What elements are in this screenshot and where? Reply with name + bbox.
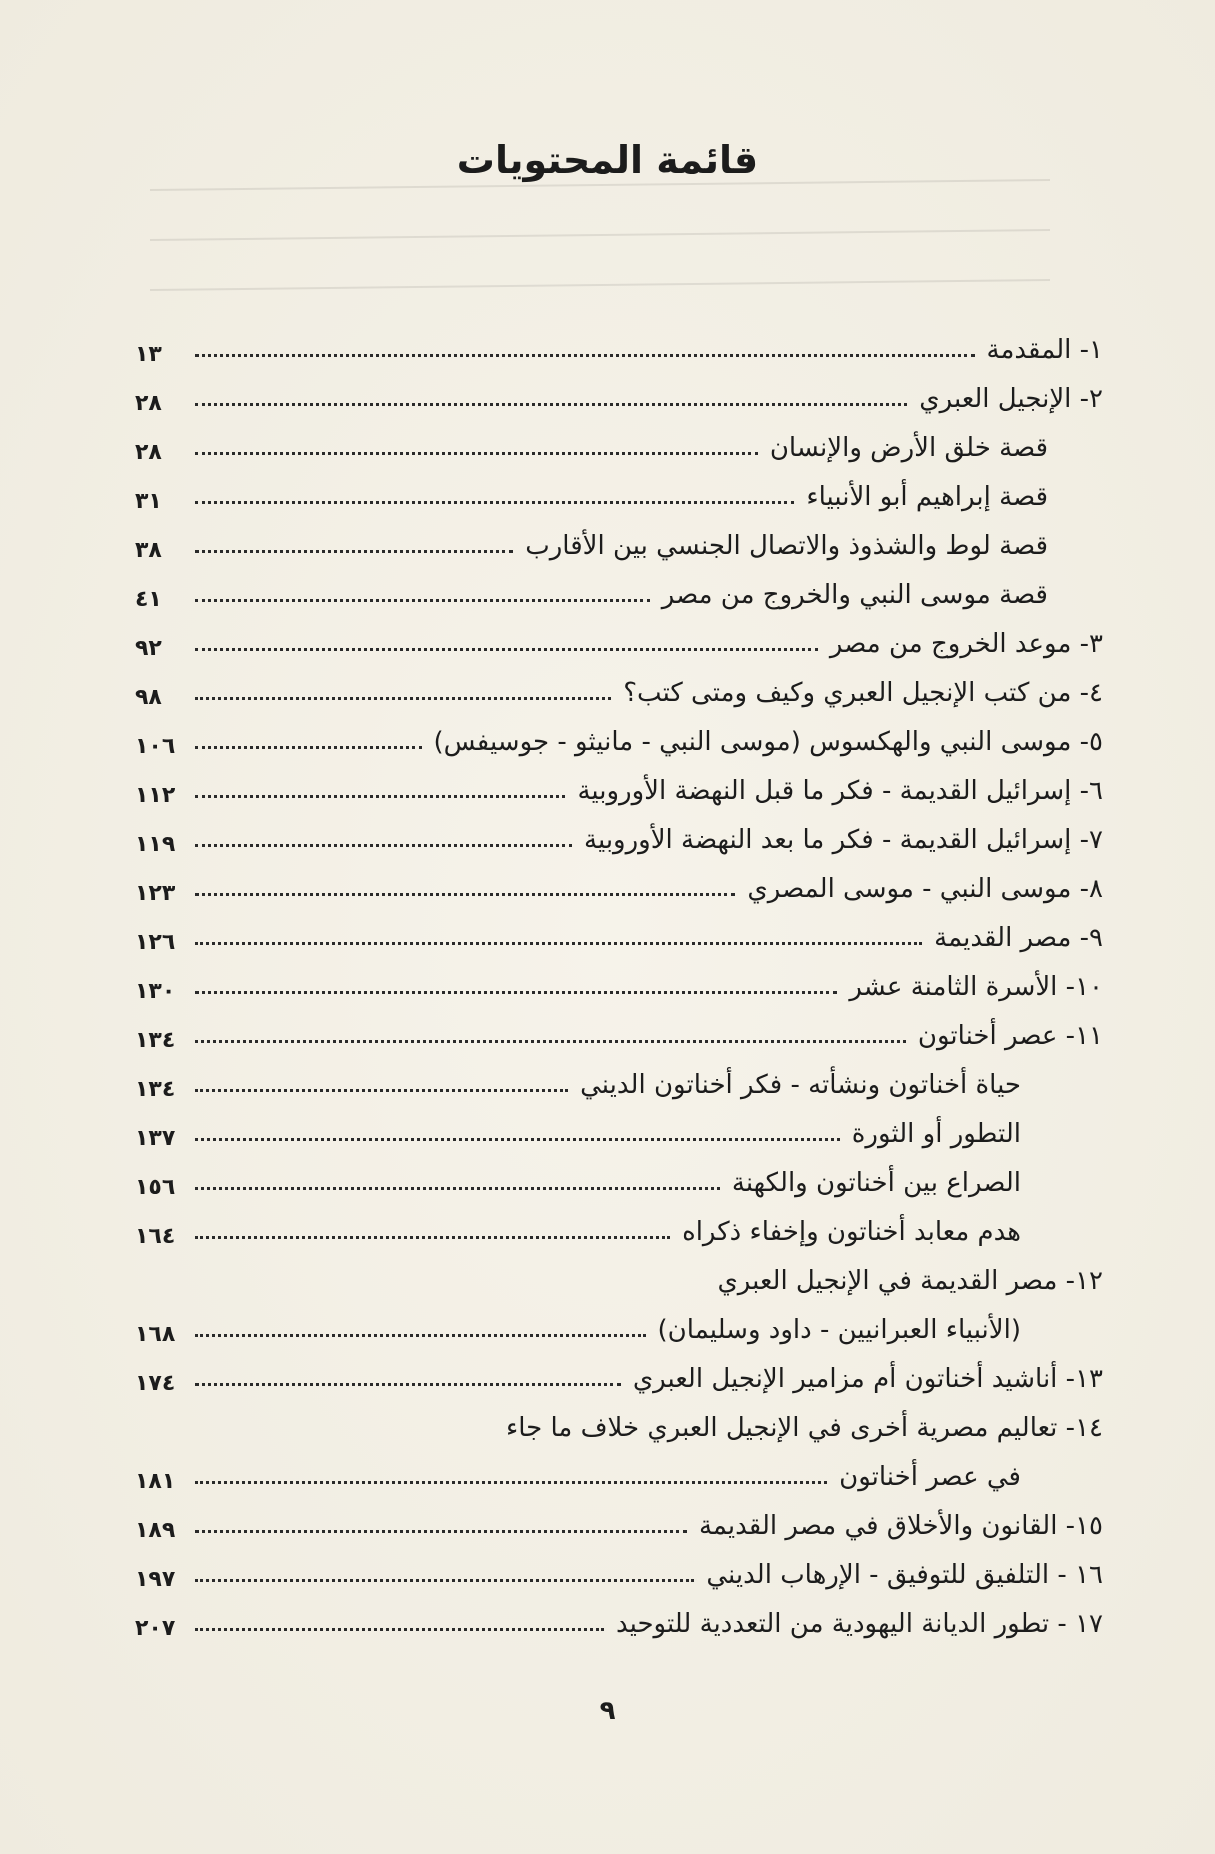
dot-leader [195, 1382, 621, 1386]
toc-page-number: ٢٨ [135, 391, 162, 416]
dot-leader [195, 451, 758, 455]
toc-entry [135, 1547, 1103, 1596]
toc-entry [135, 1253, 1103, 1302]
dot-leader [195, 353, 975, 357]
toc-entry-title: قصة إبراهيم أبو الأنبياء [806, 482, 1048, 512]
toc-entry [135, 1449, 1103, 1498]
dot-leader [195, 1480, 827, 1484]
toc-entry [135, 910, 1103, 959]
toc-entry-title: ١١- عصر أخناتون [917, 1021, 1103, 1051]
toc-page-number: ٢٨ [135, 440, 162, 465]
dot-leader [195, 1039, 906, 1043]
dot-leader [195, 843, 572, 847]
dot-leader [195, 1088, 568, 1092]
toc-page-number: ٩٨ [135, 685, 162, 710]
toc-page-number: ١٣ [135, 342, 162, 367]
toc-page-number [135, 1445, 183, 1449]
toc-entry-title: ١٤- تعاليم مصرية أخرى في الإنجيل العبري خلاف ما جاء [505, 1413, 1103, 1443]
toc-entry [135, 1400, 1103, 1449]
dot-leader [195, 1627, 604, 1631]
toc-entry-title: الصراع بين أخناتون والكهنة [731, 1168, 1021, 1198]
dot-leader [195, 794, 565, 798]
toc-entry-title: ٨- موسى النبي - موسى المصري [747, 874, 1103, 904]
toc-entry [135, 567, 1103, 616]
toc-page-number: ١١٩ [135, 832, 176, 857]
toc-entry [135, 1204, 1103, 1253]
toc-entry-title: ١٢- مصر القديمة في الإنجيل العبري [717, 1266, 1103, 1296]
toc-entry [135, 322, 1103, 371]
toc-page-number: ١٨١ [135, 1469, 176, 1494]
dot-leader [195, 647, 818, 651]
dot-leader [195, 598, 650, 602]
dot-leader [195, 500, 794, 504]
toc-page-number: ٣٨ [135, 538, 162, 563]
toc-page-number: ١٢٦ [135, 930, 176, 955]
page-title: قائمة المحتويات [456, 138, 759, 182]
toc-entry [135, 1155, 1103, 1204]
toc-entry-title: حياة أخناتون ونشأته - فكر أخناتون الديني [580, 1070, 1021, 1100]
toc-entry [135, 1498, 1103, 1547]
dot-leader [195, 1137, 840, 1141]
toc-entry-title: ١٧ - تطور الديانة اليهودية من التعددية للتوحيد [615, 1609, 1103, 1639]
dot-leader [195, 402, 907, 406]
toc-entry [135, 616, 1103, 665]
toc-page-number: ١٦٤ [135, 1224, 176, 1249]
toc-entry [135, 420, 1103, 469]
toc-entry-title: ٦- إسرائيل القديمة - فكر ما قبل النهضة الأوروبية [577, 776, 1103, 806]
dot-leader [195, 1186, 720, 1190]
toc-entry [135, 1008, 1103, 1057]
toc-entry [135, 714, 1103, 763]
toc-entry-title: ٤- من كتب الإنجيل العبري وكيف ومتى كتب؟ [623, 678, 1103, 708]
dot-leader [195, 1333, 646, 1337]
toc-entry-title: ١- المقدمة [986, 335, 1103, 365]
toc-entry-title: التطور أو الثورة [851, 1119, 1021, 1149]
toc-entry-title: هدم معابد أخناتون وإخفاء ذكراه [682, 1217, 1021, 1247]
toc-entry-title: ١٥- القانون والأخلاق في مصر القديمة [698, 1511, 1103, 1541]
dot-leader [195, 892, 735, 896]
toc-page-number: ١٨٩ [135, 1518, 176, 1543]
dot-leader [195, 745, 422, 749]
toc-entry [135, 1351, 1103, 1400]
toc-page-number: ٢٠٧ [135, 1616, 176, 1641]
toc-entry-title: ٥- موسى النبي والهكسوس (موسى النبي - مانيثو - جوسيفس) [433, 727, 1103, 757]
toc-page-number: ٣١ [135, 489, 162, 514]
toc-entry-title: قصة لوط والشذوذ والاتصال الجنسي بين الأقارب [525, 531, 1048, 561]
toc-entry-title: ١٦ - التلفيق للتوفيق - الإرهاب الديني [706, 1560, 1103, 1590]
toc-entry [135, 1596, 1103, 1645]
toc-entry [135, 665, 1103, 714]
toc-page-number: ١٦٨ [135, 1322, 176, 1347]
toc-entry [135, 861, 1103, 910]
toc-entry-title: ٣- موعد الخروج من مصر [829, 629, 1103, 659]
toc-entry [135, 812, 1103, 861]
dot-leader [195, 941, 922, 945]
toc-page-number: ٤١ [135, 587, 162, 612]
toc-entry [135, 518, 1103, 567]
toc-entry [135, 371, 1103, 420]
dot-leader [195, 549, 513, 553]
toc-page-number: ١٩٧ [135, 1567, 176, 1592]
toc-entry-title: ٢- الإنجيل العبري [919, 384, 1103, 414]
dot-leader [195, 1578, 694, 1582]
dot-leader [195, 990, 837, 994]
toc-entry [135, 763, 1103, 812]
toc-page-number [135, 1298, 183, 1302]
toc-entry [135, 959, 1103, 1008]
dot-leader [195, 696, 611, 700]
toc-page-number: ١٣٤ [135, 1077, 176, 1102]
toc-entry-title: ٩- مصر القديمة [934, 923, 1103, 953]
toc-entry [135, 1302, 1103, 1351]
toc-entry-title: ١٣- أناشيد أخناتون أم مزامير الإنجيل العبري [632, 1364, 1103, 1394]
toc-page-number: ١٢٣ [135, 881, 176, 906]
toc-entry-title: (الأنبياء العبرانيين - داود وسليمان) [657, 1315, 1021, 1345]
dot-leader [195, 1529, 687, 1533]
toc-page-number: ٩٢ [135, 636, 162, 661]
dot-leader [195, 1235, 670, 1239]
toc-page-number: ١٣٤ [135, 1028, 176, 1053]
table-of-contents [135, 322, 1103, 1645]
toc-entry-title: قصة خلق الأرض والإنسان [769, 433, 1048, 463]
toc-entry-title: في عصر أخناتون [839, 1462, 1021, 1492]
toc-page-number: ١٧٤ [135, 1371, 176, 1396]
toc-entry [135, 469, 1103, 518]
toc-page-number: ١١٢ [135, 783, 176, 808]
toc-entry-title: ٧- إسرائيل القديمة - فكر ما بعد النهضة الأوروبية [584, 825, 1103, 855]
toc-entry-title: ١٠- الأسرة الثامنة عشر [849, 972, 1103, 1002]
toc-entry [135, 1106, 1103, 1155]
toc-page-number: ١٥٦ [135, 1175, 176, 1200]
toc-page-number: ١٣٠ [135, 979, 176, 1004]
toc-page-number: ١٣٧ [135, 1126, 176, 1151]
toc-entry [135, 1057, 1103, 1106]
toc-entry-title: قصة موسى النبي والخروج من مصر [661, 580, 1048, 610]
page-number: ٩ [599, 1696, 616, 1726]
toc-page-number: ١٠٦ [135, 734, 176, 759]
